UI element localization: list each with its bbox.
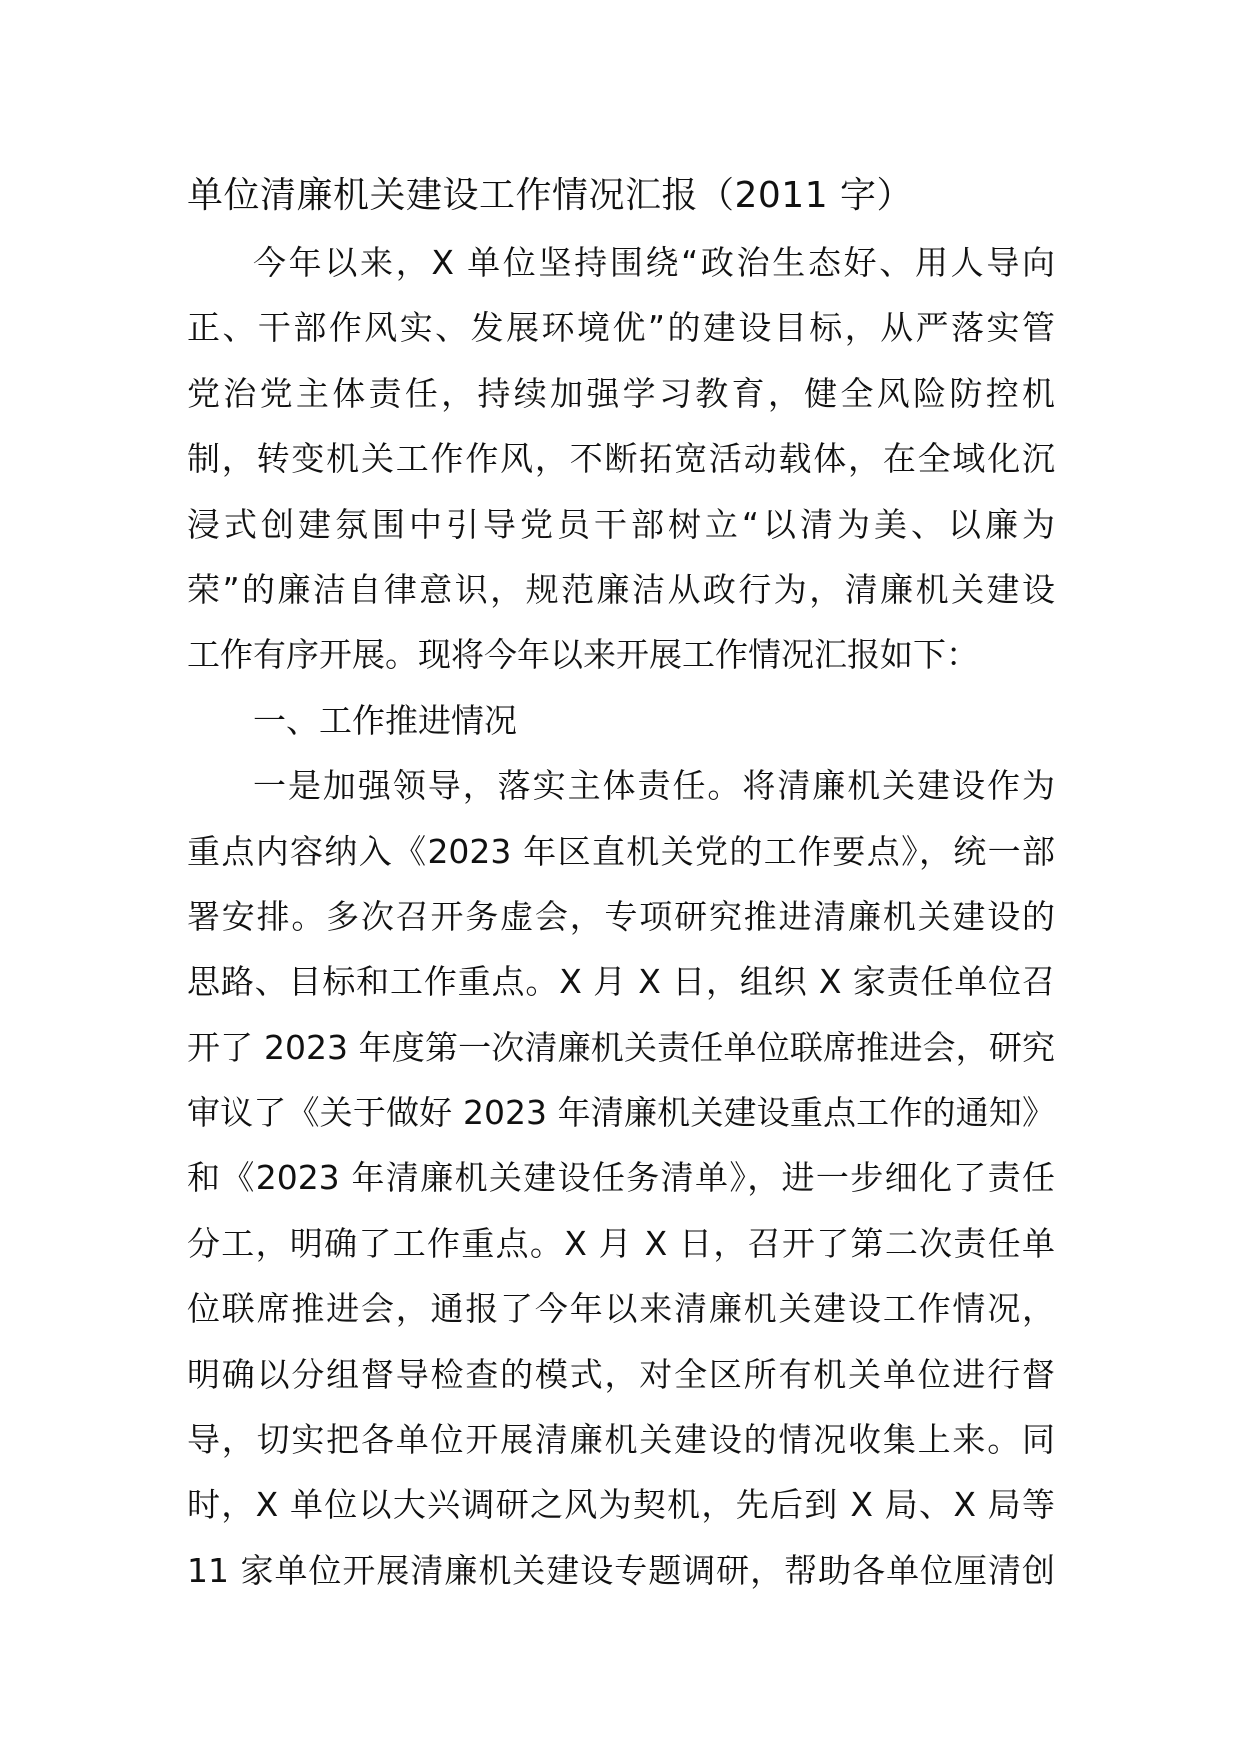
paragraph-line: 分工，明确了工作重点。X 月 X 日，召开了第二次责任单	[187, 1223, 1055, 1263]
section-heading: 一、工作推进情况	[253, 700, 517, 740]
document-body	[187, 230, 1055, 1603]
paragraph-line: 思路、目标和工作重点。X 月 X 日，组织 X 家责任单位召	[187, 962, 1055, 1002]
paragraph-line: 一是加强领导，落实主体责任。将清廉机关建设作为	[253, 766, 1055, 806]
paragraph-line: 开了 2023 年度第一次清廉机关责任单位联席推进会，研究	[187, 1027, 1055, 1067]
paragraph-line: 署安排。多次召开务虚会，专项研究推进清廉机关建设的	[187, 896, 1055, 936]
paragraph-line: 时，X 单位以大兴调研之风为契机，先后到 X 局、X 局等	[187, 1485, 1055, 1525]
paragraph-line: 11 家单位开展清廉机关建设专题调研，帮助各单位厘清创	[187, 1550, 1055, 1590]
paragraph-line: 审议了《关于做好 2023 年清廉机关建设重点工作的通知》	[187, 1093, 1055, 1133]
paragraph-line: 位联席推进会，通报了今年以来清廉机关建设工作情况，	[187, 1289, 1055, 1329]
paragraph-line: 党治党主体责任，持续加强学习教育，健全风险防控机	[187, 373, 1055, 413]
paragraph-line: 导，切实把各单位开展清廉机关建设的情况收集上来。同	[187, 1420, 1055, 1460]
document-title: 单位清廉机关建设工作情况汇报（2011 字）	[187, 175, 914, 216]
paragraph-line: 浸式创建氛围中引导党员干部树立“以清为美、以廉为	[187, 504, 1055, 544]
paragraph-line: 工作有序开展。现将今年以来开展工作情况汇报如下：	[187, 635, 979, 675]
paragraph-line: 和《2023 年清廉机关建设任务清单》，进一步细化了责任	[187, 1158, 1055, 1198]
paragraph-line: 今年以来，X 单位坚持围绕“政治生态好、用人导向	[253, 243, 1055, 282]
paragraph-line: 正、干部作风实、发展环境优”的建设目标，从严落实管	[187, 308, 1055, 348]
paragraph-line: 重点内容纳入《2023 年区直机关党的工作要点》，统一部	[187, 831, 1055, 871]
paragraph-line: 荣”的廉洁自律意识，规范廉洁从政行为，清廉机关建设	[187, 569, 1055, 609]
paragraph-line: 明确以分组督导检查的模式，对全区所有机关单位进行督	[187, 1354, 1055, 1394]
paragraph-line: 制，转变机关工作作风，不断拓宽活动载体，在全域化沉	[187, 439, 1055, 479]
